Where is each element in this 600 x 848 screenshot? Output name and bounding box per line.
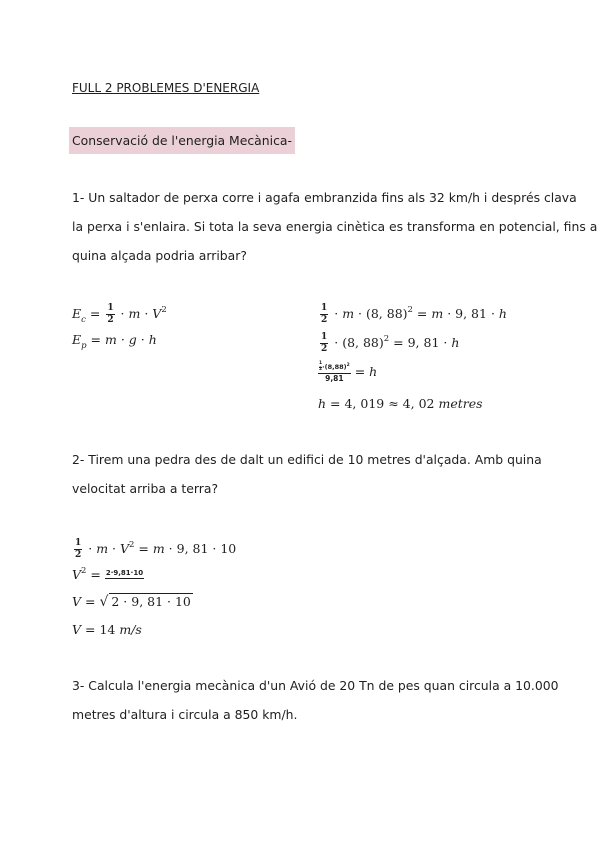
problem-2-line-2: velocitat arriba a terra? bbox=[72, 481, 219, 496]
eq-p1-step-2: $\frac{1}{2}$ · (8, 88)$^2$ = 9, 81 · h bbox=[321, 332, 460, 354]
problem-1-line-1: 1- Un saltador de perxa corre i agafa embranzida fins als 32 km/h i després clava bbox=[72, 190, 577, 205]
eq-p1-step-1: $\frac{1}{2}$ · m · (8, 88)$^2$ = m · 9, 81 · h bbox=[321, 303, 507, 325]
problem-3-line-2: metres d'altura i circula a 850 km/h. bbox=[72, 707, 298, 722]
eq-p2-step-2: $V^2$ = 2·9,81·10 bbox=[72, 566, 144, 582]
eq-kinetic-energy: $E_c$ = $\frac{1}{2}$ · $m \cdot V^2$ bbox=[72, 303, 167, 325]
eq-p2-step-1: $\frac{1}{2}$ · $m \cdot V^2 = m \cdot 9$, 81 · 10 bbox=[75, 538, 237, 560]
eq-p1-step-3: $\frac{1}{2}$ $\cdot(8,88)^2$ 9,81 = h bbox=[319, 361, 378, 383]
eq-p1-result: h = 4, 019 ≈ 4, 02 metres bbox=[318, 396, 483, 411]
eq-potential-energy: $E_p = m \cdot g \cdot h$ bbox=[72, 332, 157, 351]
eq-p2-step-3: V = √ 2 · 9, 81 · 10 bbox=[72, 594, 191, 610]
eq-p2-result: V = 14 m/s bbox=[72, 622, 142, 637]
page-title: FULL 2 PROBLEMES D'ENERGIA bbox=[72, 81, 260, 95]
problem-1-line-3: quina alçada podria arribar? bbox=[72, 248, 247, 263]
problem-1-line-2: la perxa i s'enlaira. Si tota la seva energia cinètica es transforma en potencial, fins a bbox=[72, 219, 598, 234]
section-heading: Conservació de l'energia Mecànica- bbox=[69, 127, 295, 154]
problem-2-line-1: 2- Tirem una pedra des de dalt un edifici de 10 metres d'alçada. Amb quina bbox=[72, 452, 542, 467]
problem-3-line-1: 3- Calcula l'energia mecànica d'un Avió de 20 Tn de pes quan circula a 10.000 bbox=[72, 678, 559, 693]
